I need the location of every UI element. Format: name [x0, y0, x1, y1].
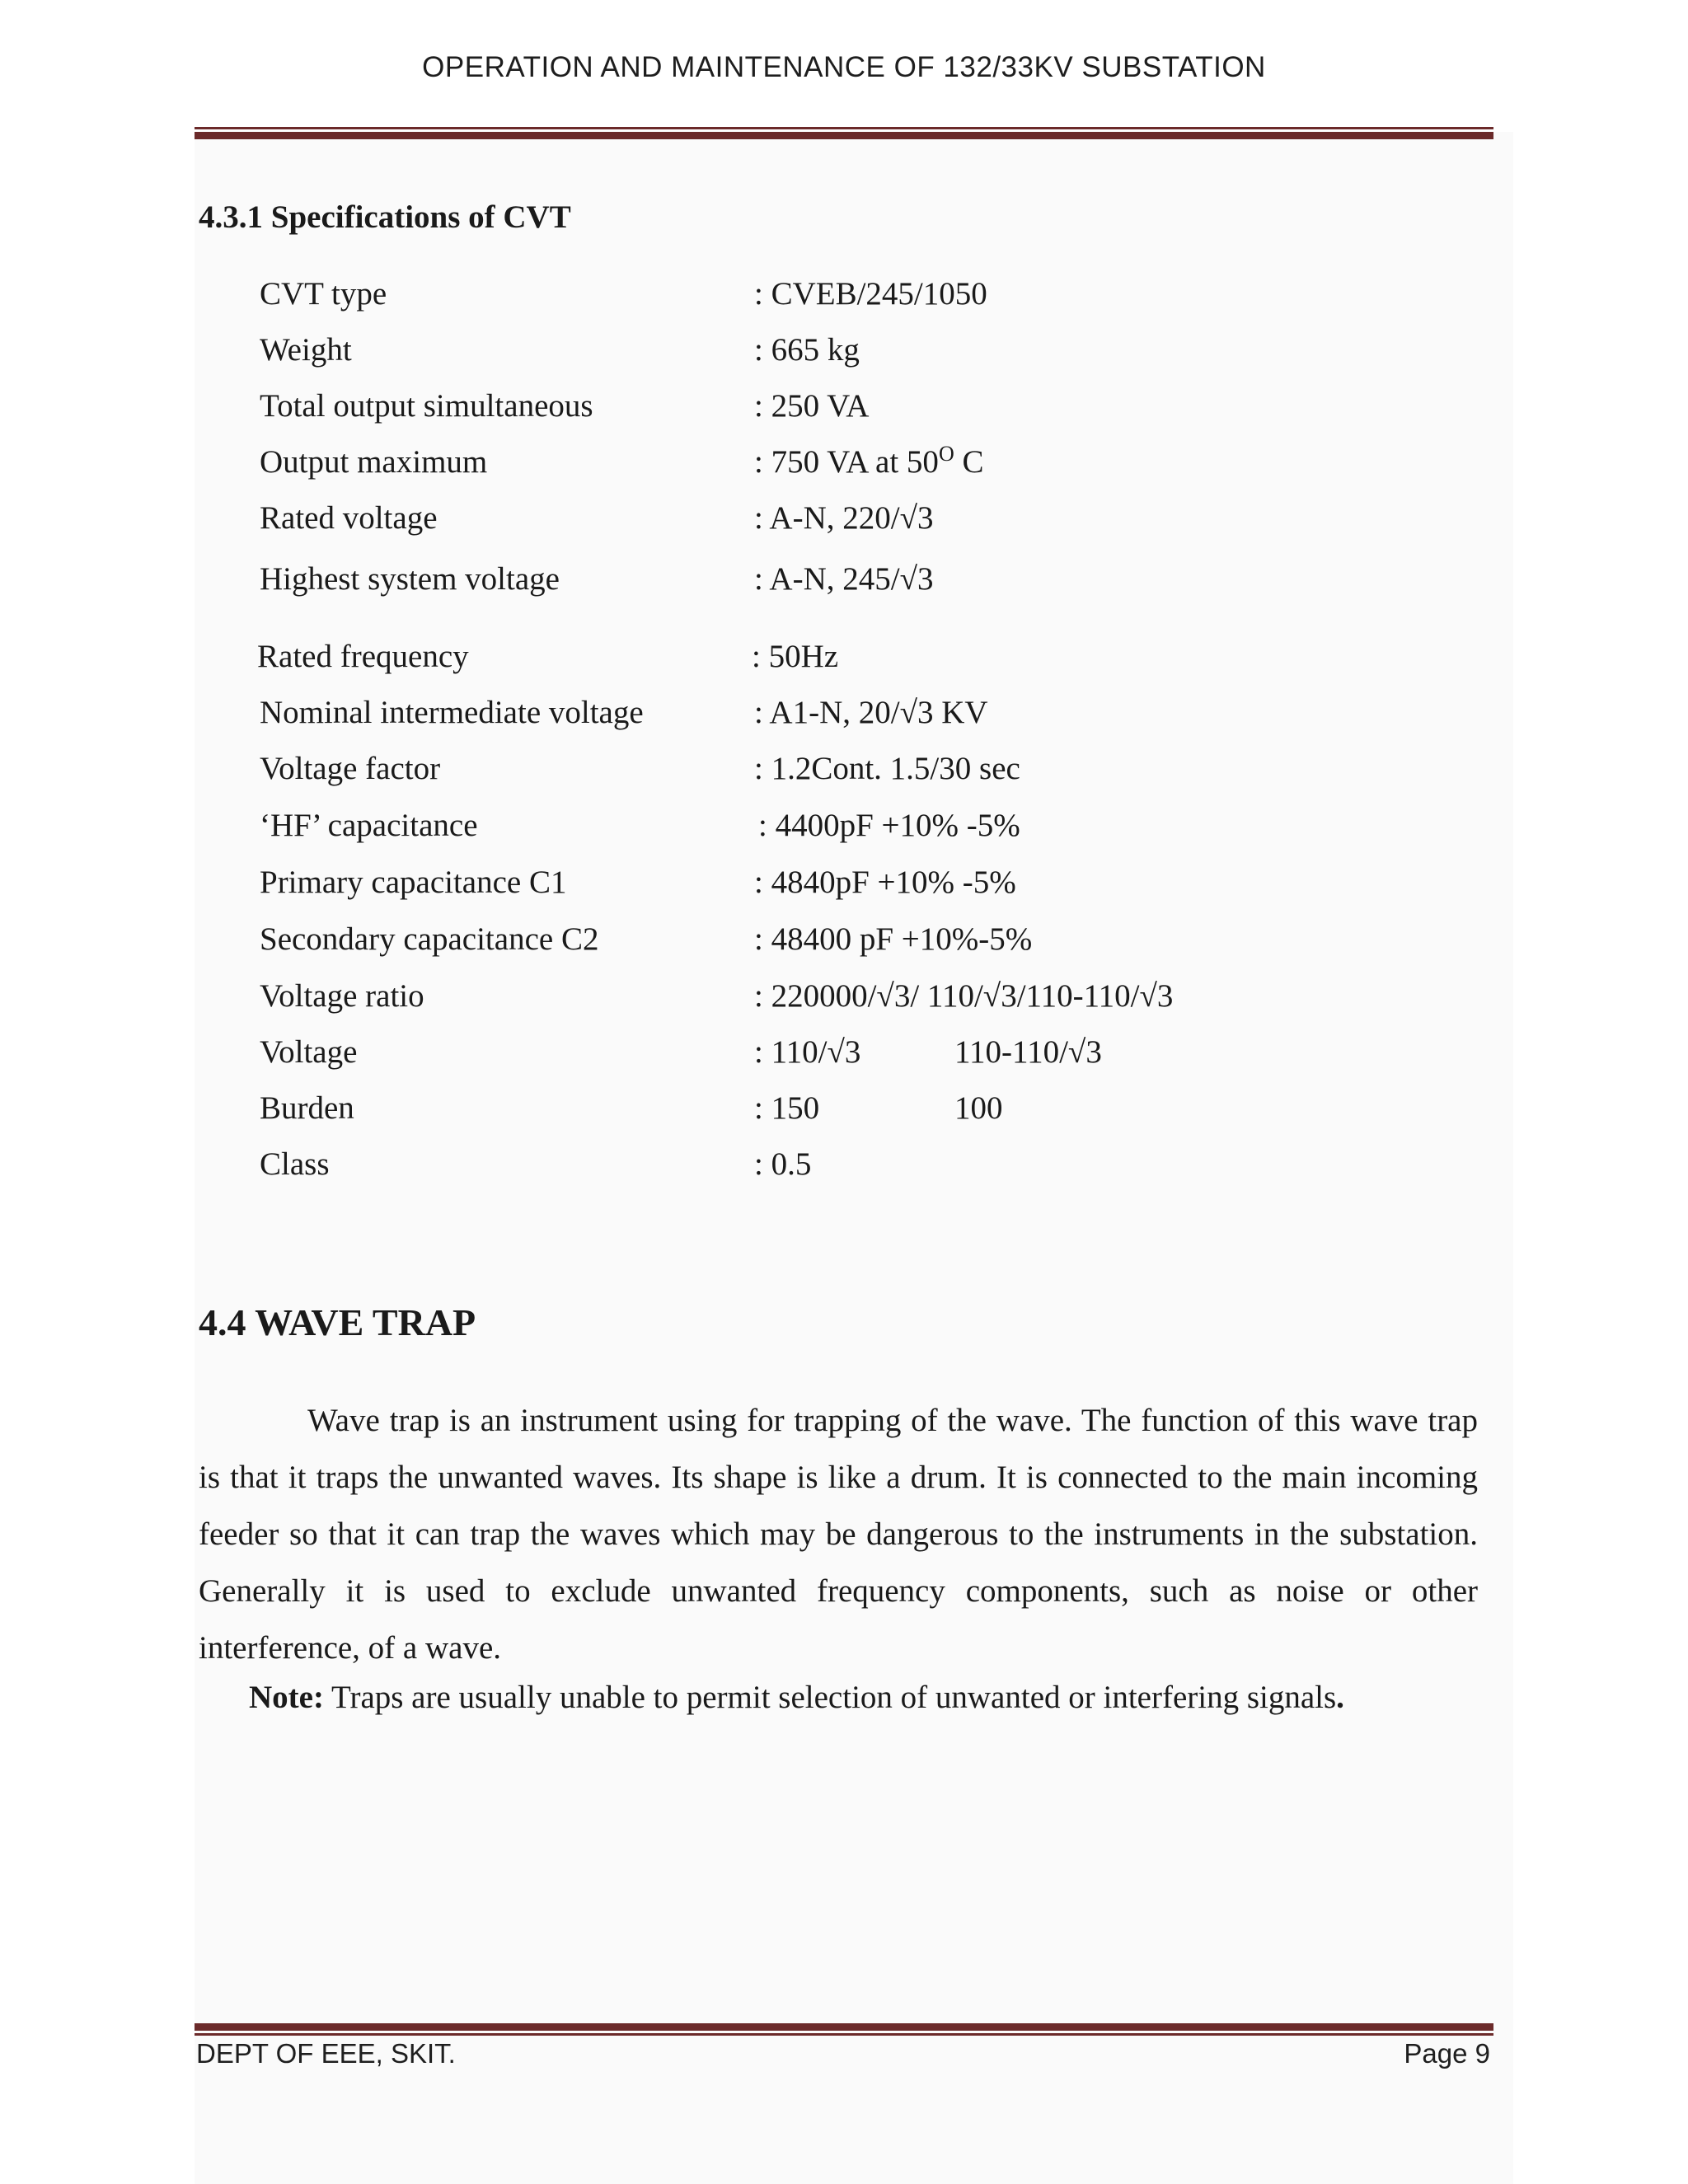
degree-superscript: O — [938, 442, 954, 466]
section-heading-wave-trap: 4.4 WAVE TRAP — [199, 1301, 476, 1343]
spec-value: : A-N, 220/√3 — [754, 500, 934, 536]
footer-department: DEPT OF EEE, SKIT. — [196, 2038, 456, 2069]
footer-rule-thin — [195, 2033, 1493, 2036]
spec-label: Weight — [260, 332, 352, 368]
spec-label: Output maximum — [260, 444, 488, 480]
spec-extra-value: 100 — [954, 1090, 1003, 1126]
spec-label: Voltage — [260, 1034, 358, 1070]
spec-label: Secondary capacitance C2 — [260, 921, 599, 957]
note-text: Traps are usually unable to permit selection of unwanted or interfering signals — [323, 1680, 1337, 1715]
spec-value-unit: C — [954, 444, 984, 480]
spec-value: : 250 VA — [754, 388, 870, 424]
page-header-title: OPERATION AND MAINTENANCE OF 132/33KV SUBSTATION — [422, 51, 1266, 83]
spec-label: Voltage ratio — [260, 978, 424, 1014]
spec-label: Total output simultaneous — [260, 388, 593, 424]
spec-value: : 150 — [754, 1090, 820, 1126]
spec-label: Rated frequency — [257, 639, 469, 674]
spec-value: : 50Hz — [752, 639, 839, 674]
note-end: . — [1336, 1680, 1344, 1715]
spec-label: Burden — [260, 1090, 354, 1126]
spec-value: : A-N, 245/√3 — [754, 561, 934, 597]
spec-value: : 110/√3 — [754, 1034, 861, 1070]
spec-label: CVT type — [260, 276, 387, 312]
spec-label: ‘HF’ capacitance — [260, 808, 478, 843]
spec-label: Voltage factor — [260, 751, 441, 786]
spec-label: Rated voltage — [260, 500, 438, 536]
spec-value: : 220000/√3/ 110/√3/110-110/√3 — [754, 978, 1174, 1014]
spec-label: Highest system voltage — [260, 561, 560, 597]
spec-value: : 48400 pF +10%-5% — [754, 921, 1033, 957]
spec-value: : 665 kg — [754, 332, 860, 368]
footer-rule-thick — [195, 2023, 1493, 2031]
footer-page-number: Page 9 — [1404, 2038, 1490, 2069]
spec-value-main: : 750 VA at 50 — [754, 444, 939, 480]
spec-label: Primary capacitance C1 — [260, 865, 567, 900]
spec-value: : 0.5 — [754, 1146, 812, 1182]
spec-value: : CVEB/245/1050 — [754, 276, 987, 312]
spec-value-output-maximum — [754, 443, 983, 480]
section-heading-cvt: 4.3.1 Specifications of CVT — [199, 199, 571, 235]
note-line — [249, 1679, 1344, 1716]
wave-trap-paragraph: Wave trap is an instrument using for trapping of the wave. The function of this wave trap is that it traps the unwanted waves. Its shape is like a drum. It is connected to the main incoming feeder so that it can trap the waves which may be dangerous to the instruments in the substation. Generally it is used to exclude unwanted frequency components, such as noise or other interference, of a wave. — [199, 1403, 1478, 1666]
spec-value: : 4400pF +10% -5% — [758, 808, 1020, 843]
spec-value: : 4840pF +10% -5% — [754, 865, 1016, 900]
spec-label: Class — [260, 1146, 330, 1182]
spec-label: Nominal intermediate voltage — [260, 695, 644, 730]
note-label: Note: — [249, 1680, 324, 1715]
spec-value: : 1.2Cont. 1.5/30 sec — [754, 751, 1020, 786]
spec-value: : A1-N, 20/√3 KV — [754, 695, 988, 730]
spec-extra-value: 110-110/√3 — [954, 1034, 1102, 1070]
